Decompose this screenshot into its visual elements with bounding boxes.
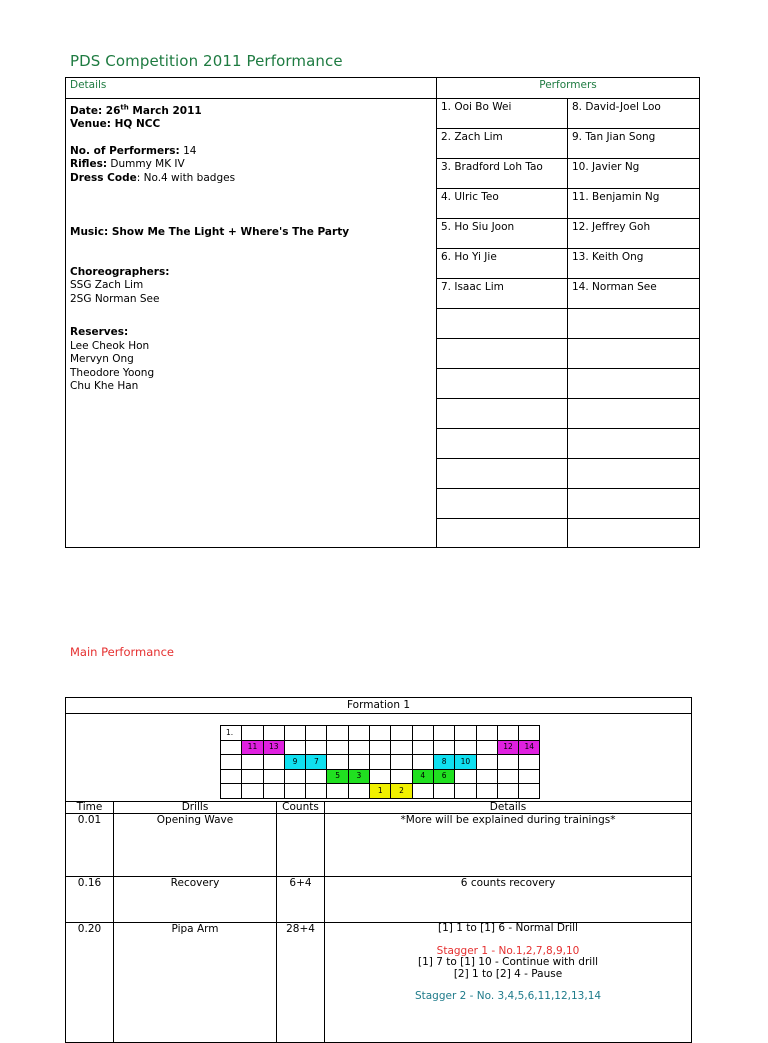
reserve-4: Chu Khe Han xyxy=(70,380,139,392)
grid-cell xyxy=(497,784,518,799)
grid-cell xyxy=(519,784,540,799)
empty-cell xyxy=(437,519,568,548)
grid-cell xyxy=(519,769,540,784)
empty-cell xyxy=(437,489,568,519)
performer-position-1: 1 xyxy=(370,784,391,799)
detail-line: [1] 7 to [1] 10 - Continue with drill xyxy=(417,956,599,968)
empty-cell xyxy=(568,519,700,548)
empty-cell xyxy=(568,339,700,369)
performer-14: 14. Norman See xyxy=(568,279,700,309)
row-details xyxy=(325,923,692,1043)
grid-cell xyxy=(327,784,348,799)
row-details: *More will be explained during trainings* xyxy=(325,814,692,877)
formation-table xyxy=(65,697,692,1043)
grid-cell xyxy=(391,769,412,784)
performer-position-11: 11 xyxy=(242,740,263,755)
performers-count-label: No. of Performers: xyxy=(70,144,180,157)
grid-cell xyxy=(455,769,476,784)
grid-cell xyxy=(263,784,284,799)
rifles-label: Rifles: xyxy=(70,158,108,170)
performer-position-7: 7 xyxy=(306,755,327,770)
empty-cell xyxy=(568,489,700,519)
performer-8: 8. David-Joel Loo xyxy=(568,99,700,129)
grid-cell xyxy=(370,726,391,741)
grid-cell xyxy=(263,726,284,741)
reserves-label: Reserves: xyxy=(70,326,129,338)
grid-cell xyxy=(348,740,369,755)
row-time: 0.20 xyxy=(66,923,114,1043)
grid-cell xyxy=(476,784,497,799)
performer-position-14: 14 xyxy=(519,740,540,755)
row-counts: 28+4 xyxy=(277,923,325,1043)
empty-cell xyxy=(437,429,568,459)
grid-cell xyxy=(519,726,540,741)
performer-position-13: 13 xyxy=(263,740,284,755)
time-header: Time xyxy=(66,802,114,814)
grid-cell xyxy=(497,726,518,741)
performer-2: 2. Zach Lim xyxy=(437,129,568,159)
row-time: 0.16 xyxy=(66,877,114,923)
formation-grid xyxy=(220,725,540,799)
grid-cell xyxy=(306,740,327,755)
choreographer-2: 2SG Norman See xyxy=(70,292,160,305)
row-drill: Pipa Arm xyxy=(114,923,277,1043)
row-drill: Opening Wave xyxy=(114,814,277,877)
performer-5: 5. Ho Siu Joon xyxy=(437,219,568,249)
performer-9: 9. Tan Jian Song xyxy=(568,129,700,159)
performer-13: 13. Keith Ong xyxy=(568,249,700,279)
choreographers-label: Choreographers: xyxy=(70,265,170,278)
performer-position-3: 3 xyxy=(348,769,369,784)
grid-cell xyxy=(284,784,305,799)
performer-position-2: 2 xyxy=(391,784,412,799)
grid-cell xyxy=(348,784,369,799)
grid-cell xyxy=(327,740,348,755)
performer-position-12: 12 xyxy=(497,740,518,755)
grid-cell xyxy=(370,769,391,784)
performer-10: 10. Javier Ng xyxy=(568,159,700,189)
grid-cell xyxy=(391,726,412,741)
formation-diagram xyxy=(66,714,692,802)
grid-cell xyxy=(327,726,348,741)
dress-code-label: Dress Code xyxy=(70,171,137,184)
performer-position-10: 10 xyxy=(455,755,476,770)
grid-cell xyxy=(476,726,497,741)
drills-header: Drills xyxy=(114,802,277,814)
choreographer-1: SSG Zach Lim xyxy=(70,279,144,291)
date-suffix: th xyxy=(120,103,129,111)
empty-cell xyxy=(568,399,700,429)
performer-11: 11. Benjamin Ng xyxy=(568,189,700,219)
performer-position-5: 5 xyxy=(327,769,348,784)
empty-cell xyxy=(568,459,700,489)
empty-cell xyxy=(568,309,700,339)
formation-title: Formation 1 xyxy=(66,698,692,714)
grid-cell xyxy=(519,755,540,770)
reserve-2: Mervyn Ong xyxy=(70,353,134,365)
grid-cell xyxy=(221,740,242,755)
grid-cell xyxy=(412,726,433,741)
grid-cell xyxy=(221,769,242,784)
performers-count-value: 14 xyxy=(179,144,197,157)
grid-cell: 1. xyxy=(221,726,242,741)
details-header: Details xyxy=(66,78,437,99)
performer-6: 6. Ho Yi Jie xyxy=(437,249,568,279)
performer-1: 1. Ooi Bo Wei xyxy=(437,99,568,129)
grid-cell xyxy=(242,769,263,784)
reserve-3: Theodore Yoong xyxy=(70,366,155,379)
grid-cell xyxy=(455,740,476,755)
grid-cell xyxy=(455,784,476,799)
empty-cell xyxy=(437,369,568,399)
grid-cell xyxy=(242,784,263,799)
empty-cell xyxy=(437,309,568,339)
row-counts: 6+4 xyxy=(277,877,325,923)
grid-cell xyxy=(497,755,518,770)
grid-cell xyxy=(412,740,433,755)
grid-cell xyxy=(476,755,497,770)
main-performance-heading: Main Performance xyxy=(70,645,174,659)
grid-cell xyxy=(433,740,454,755)
grid-cell xyxy=(306,769,327,784)
row-time: 0.01 xyxy=(66,814,114,877)
grid-cell xyxy=(433,784,454,799)
grid-cell xyxy=(391,740,412,755)
grid-cell xyxy=(306,784,327,799)
rifles-value: Dummy MK IV xyxy=(107,158,185,170)
details-cell xyxy=(66,99,437,548)
grid-cell xyxy=(476,740,497,755)
grid-cell xyxy=(348,755,369,770)
grid-cell xyxy=(263,769,284,784)
empty-cell xyxy=(437,339,568,369)
grid-cell xyxy=(497,769,518,784)
stagger-1-line: Stagger 1 - No.1,2,7,8,9,10 xyxy=(436,944,580,957)
grid-cell xyxy=(284,769,305,784)
performers-header: Performers xyxy=(437,78,700,99)
grid-cell xyxy=(412,755,433,770)
detail-line: [1] 1 to [1] 6 - Normal Drill xyxy=(438,922,578,934)
details-header: Details xyxy=(325,802,692,814)
counts-header: Counts xyxy=(277,802,325,814)
performer-position-4: 4 xyxy=(412,769,433,784)
grid-cell xyxy=(242,755,263,770)
venue: Venue: HQ NCC xyxy=(70,118,161,130)
dress-code-value: : No.4 with badges xyxy=(136,171,236,184)
grid-cell xyxy=(476,769,497,784)
row-details: 6 counts recovery xyxy=(325,877,692,923)
date-rest: March 2011 xyxy=(128,104,202,117)
document-title: PDS Competition 2011 Performance xyxy=(70,52,343,70)
reserve-1: Lee Cheok Hon xyxy=(70,339,150,352)
grid-cell xyxy=(263,755,284,770)
detail-line: [2] 1 to [2] 4 - Pause xyxy=(453,967,563,980)
performer-position-9: 9 xyxy=(284,755,305,770)
grid-cell xyxy=(370,740,391,755)
music: Music: Show Me The Light + Where's The Party xyxy=(70,226,350,238)
grid-cell xyxy=(221,784,242,799)
date-label: Date: 26 xyxy=(70,104,121,117)
grid-cell xyxy=(306,726,327,741)
grid-cell xyxy=(433,726,454,741)
empty-cell xyxy=(568,429,700,459)
empty-cell xyxy=(437,459,568,489)
row-drill: Recovery xyxy=(114,877,277,923)
row-counts xyxy=(277,814,325,877)
grid-cell xyxy=(391,755,412,770)
info-table xyxy=(65,77,700,548)
grid-cell xyxy=(284,726,305,741)
grid-cell xyxy=(348,726,369,741)
grid-cell xyxy=(327,755,348,770)
grid-cell xyxy=(242,726,263,741)
performer-3: 3. Bradford Loh Tao xyxy=(437,159,568,189)
grid-cell xyxy=(412,784,433,799)
stagger-2-line: Stagger 2 - No. 3,4,5,6,11,12,13,14 xyxy=(414,990,602,1002)
grid-cell xyxy=(284,740,305,755)
empty-cell xyxy=(568,369,700,399)
grid-cell xyxy=(221,755,242,770)
performer-12: 12. Jeffrey Goh xyxy=(568,219,700,249)
performer-7: 7. Isaac Lim xyxy=(437,279,568,309)
performer-4: 4. Ulric Teo xyxy=(437,189,568,219)
performer-position-8: 8 xyxy=(433,755,454,770)
performer-position-6: 6 xyxy=(433,769,454,784)
empty-cell xyxy=(437,399,568,429)
grid-cell xyxy=(455,726,476,741)
grid-cell xyxy=(370,755,391,770)
